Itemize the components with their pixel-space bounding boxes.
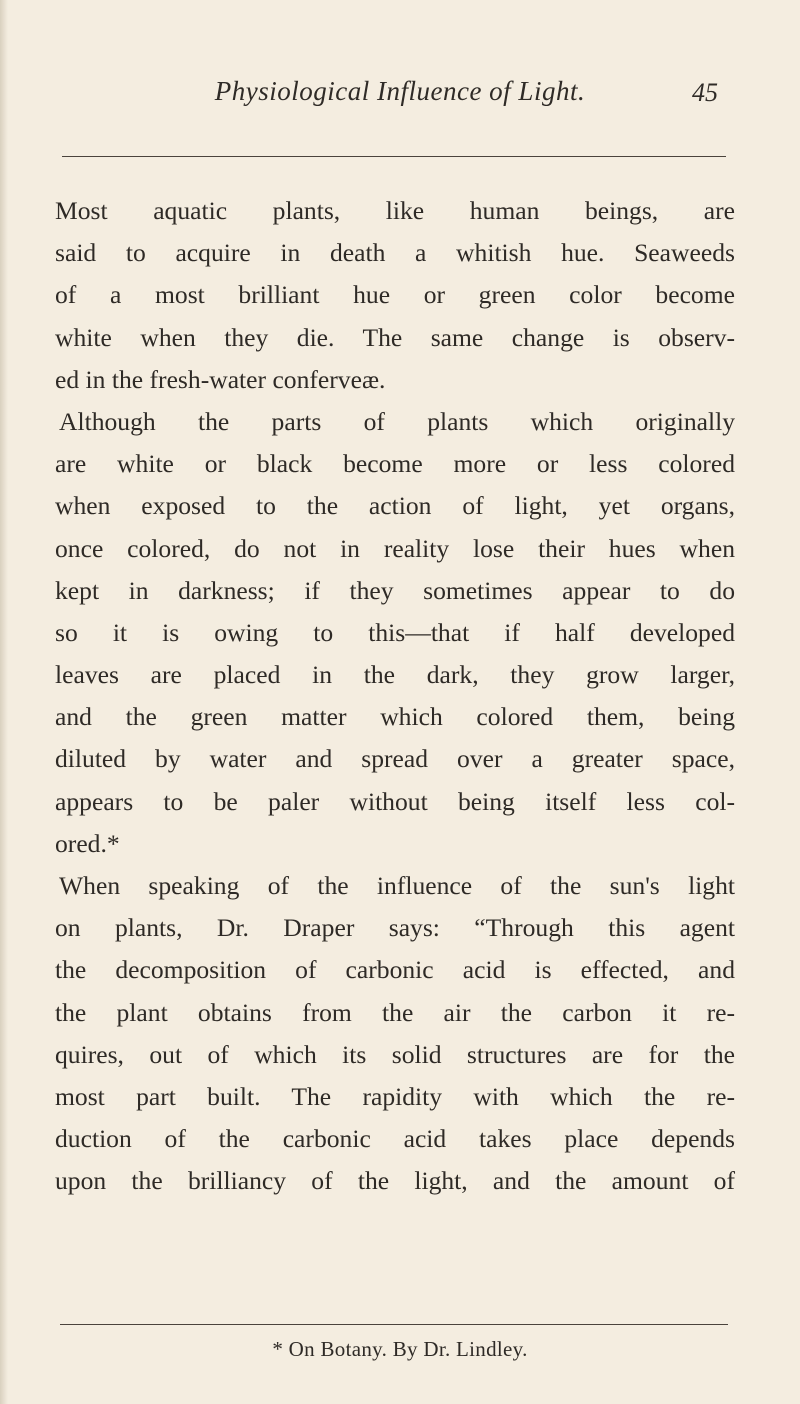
text-line: leaves are placed in the dark, they grow larger, xyxy=(55,660,735,690)
text-line: ored.* xyxy=(55,828,120,858)
text-line: ed in the fresh-water confervеæ. xyxy=(55,364,386,394)
text-line: on plants, Dr. Draper says: “Through this agent xyxy=(55,913,735,943)
footnote-rule xyxy=(60,1324,728,1325)
text-line: when exposed to the action of light, yet organs, xyxy=(55,491,735,521)
text-line: Most aquatic plants, like human beings, are xyxy=(55,196,735,225)
text-line: duction of the carbonic acid takes place depends xyxy=(55,1124,735,1154)
text-line: the decomposition of carbonic acid is effected, and xyxy=(55,955,735,985)
page-number: 45 xyxy=(692,78,718,107)
text-line: most part built. The rapidity with which the re- xyxy=(55,1081,735,1111)
text-line: quires, out of which its solid structures are for the xyxy=(55,1039,735,1069)
footnote: * On Botany. By Dr. Lindley. xyxy=(272,1337,528,1361)
text-line: diluted by water and spread over a greater space, xyxy=(55,744,735,774)
text-line: kept in darkness; if they sometimes appear to do xyxy=(55,575,735,605)
body-text xyxy=(55,190,735,1203)
text-line: the plant obtains from the air the carbon it re- xyxy=(55,997,735,1027)
text-line: are white or black become more or less colored xyxy=(55,449,735,479)
text-line: appears to be paler without being itself less col- xyxy=(55,786,735,816)
text-line: Although the parts of plants which originally xyxy=(59,406,735,436)
text-line: When speaking of the influence of the sun's light xyxy=(59,871,735,900)
page-header xyxy=(60,76,740,116)
text-line: upon the brilliancy of the light, and the amount of xyxy=(55,1166,735,1196)
text-line: and the green matter which colored them, being xyxy=(55,702,735,732)
text-line: white when they die. The same change is observ- xyxy=(55,322,735,352)
text-line: so it is owing to this—that if half developed xyxy=(55,617,735,647)
text-line: said to acquire in death a whitish hue. Seaweeds xyxy=(55,238,735,268)
text-line: once colored, do not in reality lose their hues when xyxy=(55,533,735,563)
text-line: of a most brilliant hue or green color become xyxy=(55,280,735,310)
page-edge-shadow xyxy=(0,0,8,1404)
header-rule xyxy=(62,156,726,157)
running-title: Physiological Influence of Light. xyxy=(214,76,586,106)
